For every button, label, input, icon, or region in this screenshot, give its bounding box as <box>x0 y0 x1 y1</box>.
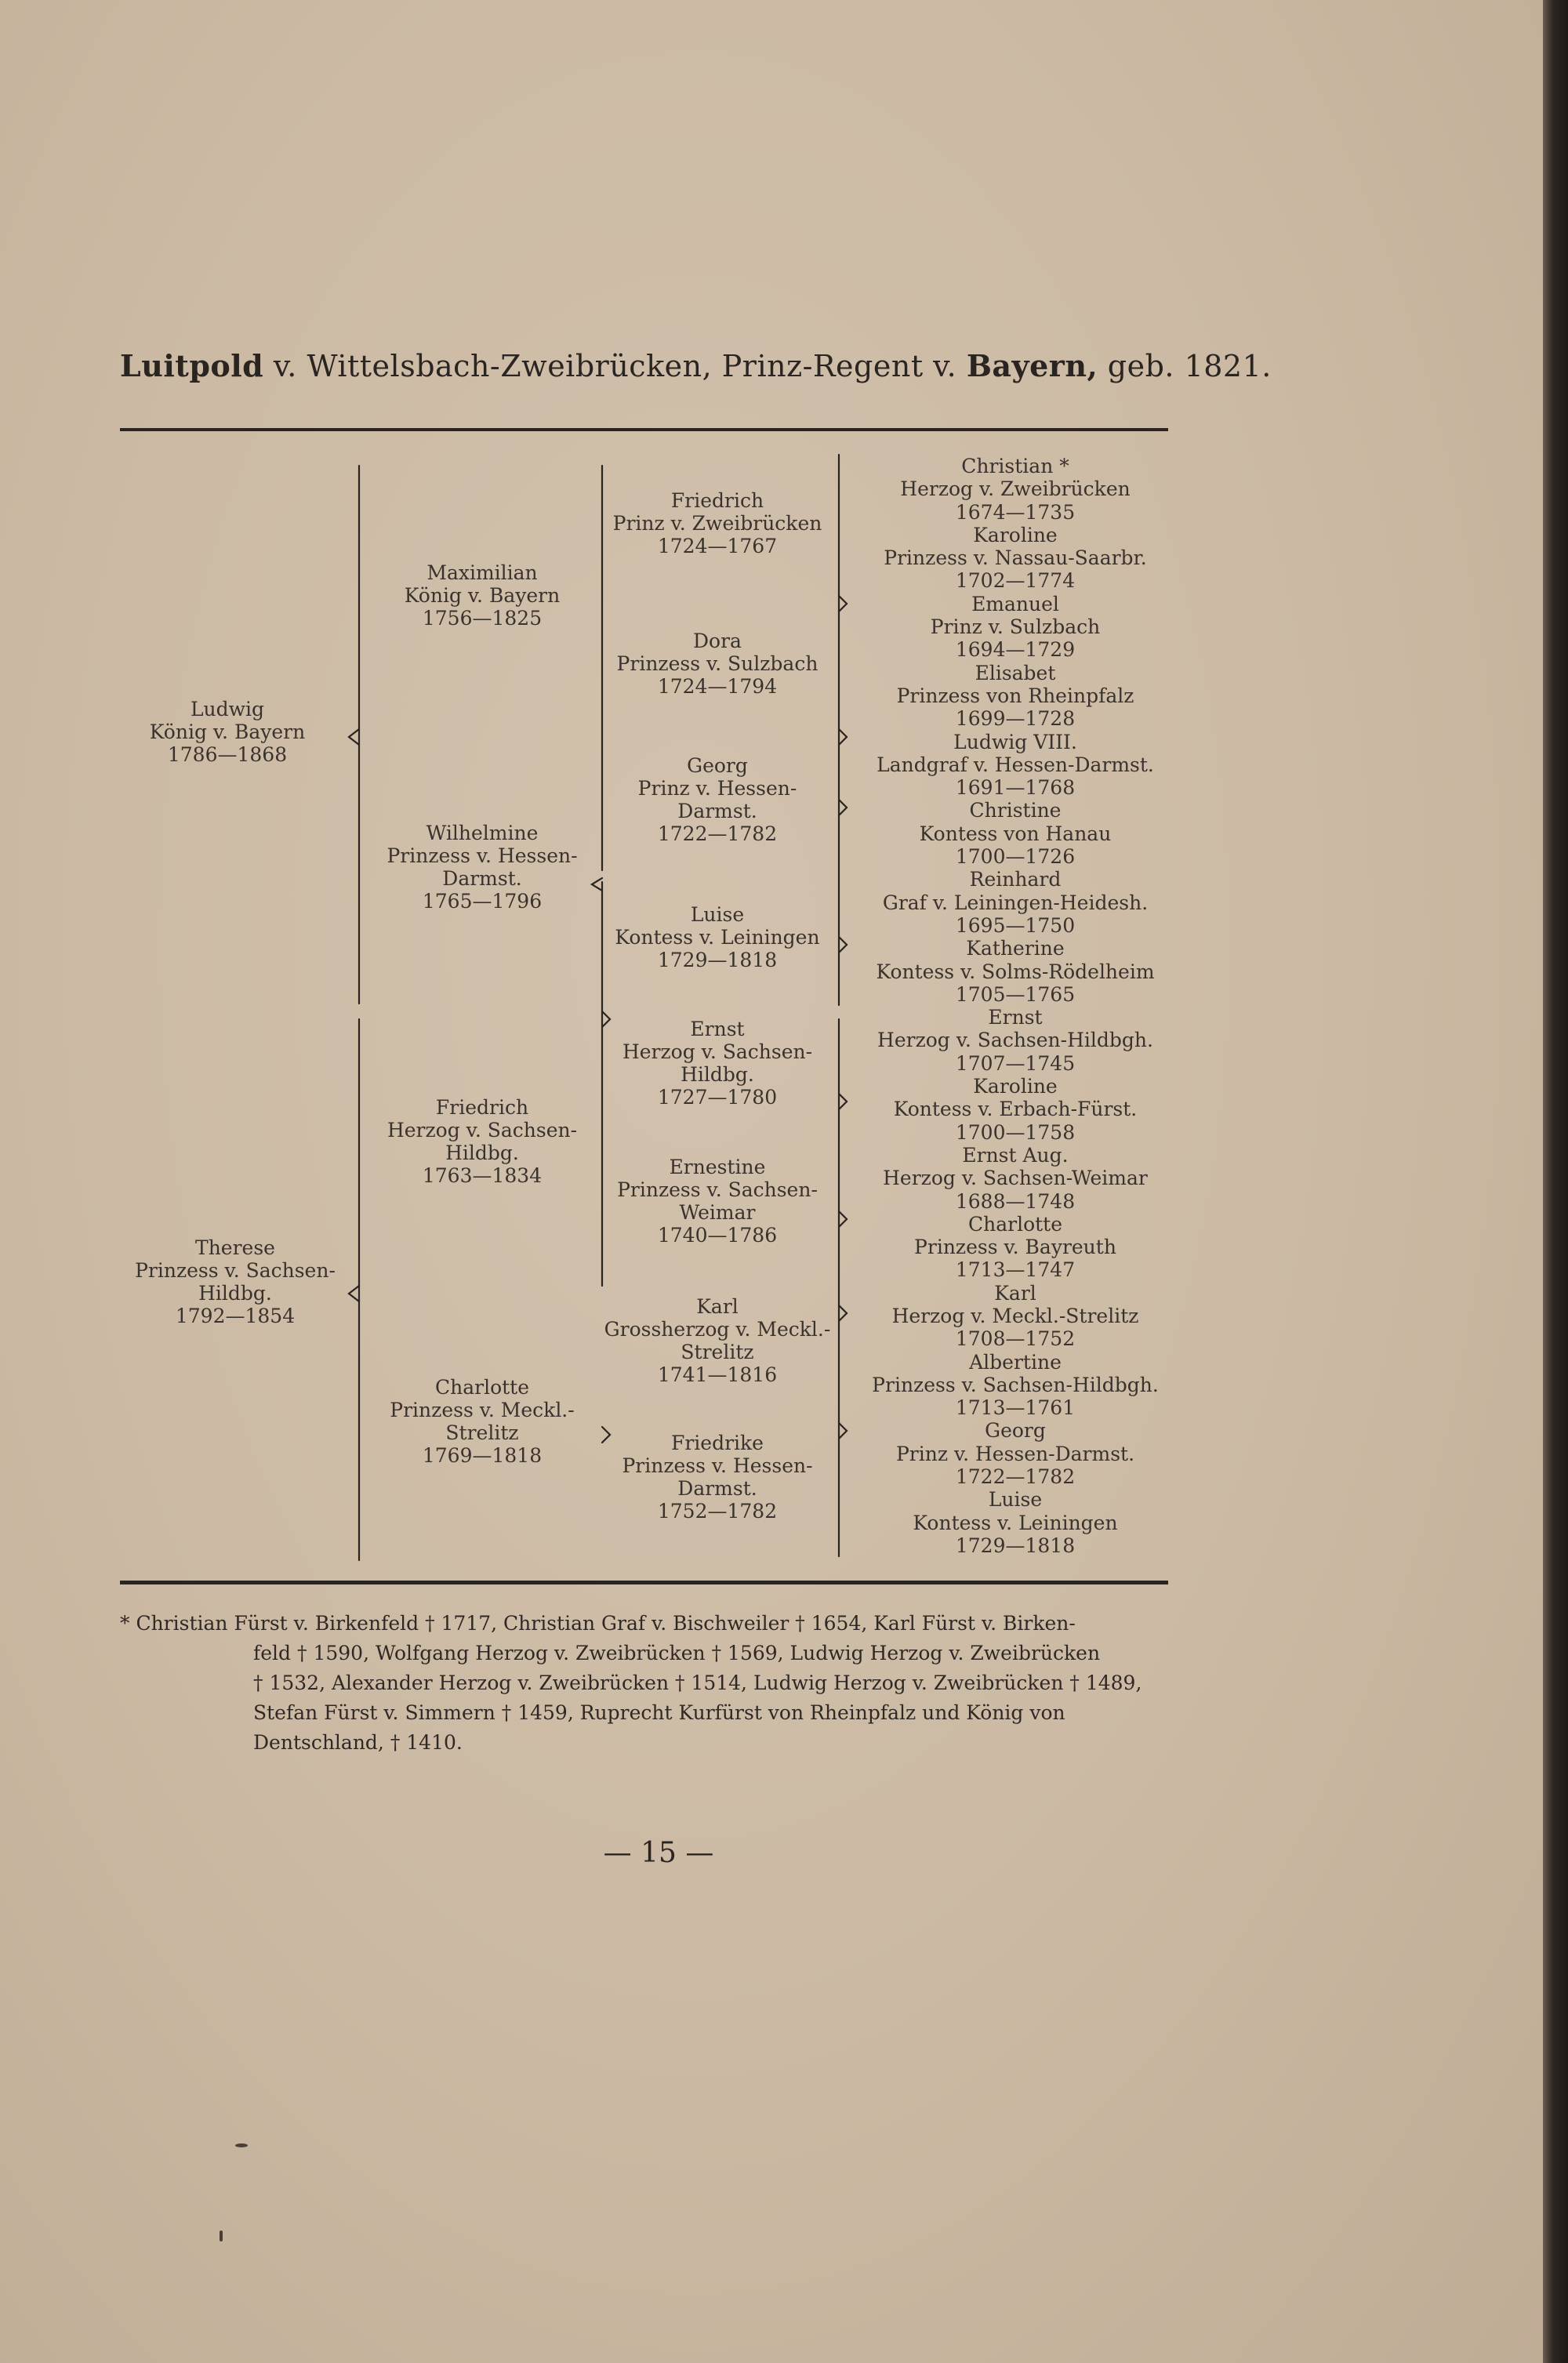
person-name: Charlotte <box>967 1212 1063 1236</box>
title-name: Luitpold <box>120 348 264 383</box>
person-title: Landgraf v. Hessen-Darmst. <box>877 753 1154 776</box>
person-title: Prinzess v. Meckl.- <box>390 1399 575 1421</box>
person-title: Prinz v. Hessen- <box>637 777 797 800</box>
person-dates: 1756—1825 <box>422 607 543 630</box>
person-title: Prinz v. Zweibrücken <box>612 512 822 535</box>
person-title: Herzog v. Sachsen-Hildbgh. <box>877 1029 1153 1052</box>
person-dates: 1700—1726 <box>955 845 1076 869</box>
person-title: Prinzess v. Sulzbach <box>616 652 818 675</box>
person-name: Karl <box>696 1295 739 1318</box>
person-name: Ernst Aug. <box>962 1143 1069 1167</box>
person-title: Kontess v. Erbach-Fürst. <box>893 1098 1138 1121</box>
person-title: Herzog v. Zweibrücken <box>900 477 1131 501</box>
person-name: Karoline <box>973 1075 1058 1098</box>
person-title-cont: Darmst. <box>677 1477 757 1500</box>
person-title-cont: Darmst. <box>677 800 757 822</box>
person-name: Luise <box>690 903 745 926</box>
person-therese <box>122 1236 349 1327</box>
ink-speck <box>235 2143 248 2147</box>
person-dates: 1708—1752 <box>955 1327 1076 1351</box>
person-dates: 1724—1794 <box>657 675 778 698</box>
person-title: Kontess v. Solms-Rödelheim <box>876 960 1155 983</box>
title-birth: geb. 1821. <box>1098 349 1272 383</box>
footnote-line: Stefan Fürst v. Simmern † 1459, Ruprecht Kurfürst von Rheinpfalz und König von <box>253 1701 1065 1724</box>
person-name: Ludwig VIII. <box>953 730 1077 753</box>
person-title: Prinzess v. Hessen- <box>622 1454 813 1477</box>
person-name: Therese <box>195 1236 275 1259</box>
person-name: Georg <box>985 1419 1046 1443</box>
person-dates: 1724—1767 <box>657 535 778 557</box>
person-name: Reinhard <box>969 868 1062 891</box>
person-title: Kontess v. Leiningen <box>615 926 820 949</box>
person-title: Prinz v. Sulzbach <box>930 615 1101 639</box>
person-name: Ludwig <box>190 698 265 721</box>
person-title: Prinzess v. Sachsen- <box>617 1178 818 1201</box>
person-dates: 1695—1750 <box>955 913 1076 937</box>
person-name: Albertine <box>969 1350 1062 1374</box>
person-title-cont: Strelitz <box>681 1341 754 1363</box>
person-name: Karl <box>994 1281 1036 1305</box>
person-title: Kontess von Hanau <box>919 822 1112 845</box>
person-dates: 1741—1816 <box>657 1363 778 1386</box>
person-dates: 1722—1782 <box>657 822 778 845</box>
person-name: Wilhelmine <box>426 822 539 844</box>
person-dates: 1713—1747 <box>955 1258 1076 1282</box>
person-name: Dora <box>693 630 742 652</box>
person-dates: 1694—1729 <box>955 638 1076 662</box>
person-title: Prinzess v. Sachsen- <box>135 1259 336 1282</box>
person-name: Friedrich <box>670 489 764 512</box>
person-name: Georg <box>687 754 748 777</box>
person-georg-hessen <box>604 754 831 845</box>
person-title-cont: Hildbg. <box>445 1142 519 1164</box>
person-dora <box>604 630 831 698</box>
person-name: Charlotte <box>434 1376 530 1399</box>
person-dates: 1702—1774 <box>955 569 1076 593</box>
footnote-line: feld † 1590, Wolfgang Herzog v. Zweibrücken † 1569, Ludwig Herzog v. Zweibrücken <box>253 1642 1101 1664</box>
person-title: Grossherzog v. Meckl.- <box>604 1318 831 1341</box>
person-dates: 1707—1745 <box>955 1051 1076 1075</box>
person-dates: 1729—1818 <box>657 949 778 971</box>
person-friedrich-zweibruecken <box>604 489 831 557</box>
person-dates: 1691—1768 <box>955 776 1076 800</box>
title-house: v. Wittelsbach-Zweibrücken, Prinz-Regent v. <box>263 349 967 383</box>
person-name: Ernst <box>988 1006 1043 1029</box>
person-dates: 1688—1748 <box>955 1189 1076 1213</box>
person-ludwig <box>125 698 329 766</box>
person-name: Emanuel <box>971 592 1059 615</box>
person-name: Luise <box>988 1488 1043 1512</box>
person-luise-leiningen <box>604 903 831 971</box>
person-title: Herzog v. Sachsen- <box>622 1040 813 1063</box>
person-name: Friedrike <box>671 1432 764 1454</box>
person-title: Prinz v. Hessen-Darmst. <box>895 1442 1135 1465</box>
person-dates: 1786—1868 <box>167 743 288 766</box>
person-title-cont: Hildbg. <box>681 1063 754 1086</box>
person-friedrich-hildbg <box>368 1096 596 1187</box>
person-name: Friedrich <box>435 1096 529 1119</box>
person-dates: 1705—1765 <box>955 982 1076 1006</box>
person-name: Elisabet <box>975 661 1056 684</box>
person-dates: 1722—1782 <box>955 1465 1076 1489</box>
person-name: Ernestine <box>669 1156 766 1178</box>
person-name: Maximilian <box>426 561 538 584</box>
person-title: Herzog v. Meckl.-Strelitz <box>891 1304 1139 1327</box>
footnote <box>120 1609 1168 1758</box>
person-name: Katherine <box>966 937 1065 960</box>
footnote-line: * Christian Fürst v. Birkenfeld † 1717, Christian Graf v. Bischweiler † 1654, Karl Fürst v. Birken- <box>120 1612 1076 1635</box>
person-karl-grossherzog <box>600 1295 835 1386</box>
person-wilhelmine <box>368 822 596 913</box>
title-country: Bayern, <box>966 348 1098 383</box>
footnote-line: Dentschland, † 1410. <box>253 1731 463 1754</box>
person-title: Prinzess v. Sachsen-Hildbgh. <box>872 1373 1159 1396</box>
person-title-cont: Darmst. <box>442 867 522 890</box>
person-title-cont: Strelitz <box>445 1421 519 1444</box>
person-title: Herzog v. Sachsen-Weimar <box>883 1167 1148 1190</box>
person-title: Prinzess v. Nassau-Saarbr. <box>884 546 1147 570</box>
person-title: Herzog v. Sachsen- <box>387 1119 578 1142</box>
person-name: Karoline <box>973 523 1058 546</box>
person-name: Ernst <box>690 1018 745 1040</box>
person-dates: 1674—1735 <box>955 500 1076 524</box>
person-title: Prinzess von Rheinpfalz <box>896 684 1134 707</box>
person-charlotte-strelitz <box>368 1376 596 1467</box>
generation-4-column <box>851 455 1180 1557</box>
person-title: König v. Bayern <box>149 721 306 743</box>
person-title: König v. Bayern <box>404 584 561 607</box>
person-title: Prinzess v. Hessen- <box>387 844 578 867</box>
person-dates: 1713—1761 <box>955 1396 1076 1420</box>
person-dates: 1752—1782 <box>657 1500 778 1523</box>
person-title-cont: Weimar <box>679 1201 756 1224</box>
person-ernst-hildbg <box>604 1018 831 1109</box>
ink-speck <box>220 2231 223 2241</box>
page-number: — 15 — <box>603 1837 714 1869</box>
person-title: Graf v. Leiningen-Heidesh. <box>882 891 1149 914</box>
person-dates: 1700—1758 <box>955 1120 1076 1144</box>
person-title: Prinzess v. Bayreuth <box>914 1236 1116 1259</box>
person-dates: 1740—1786 <box>657 1224 778 1247</box>
person-title-cont: Hildbg. <box>198 1282 272 1305</box>
person-maximilian <box>368 561 596 630</box>
person-name: Christine <box>969 799 1062 822</box>
person-dates: 1763—1834 <box>422 1164 543 1187</box>
person-friedrike <box>604 1432 831 1523</box>
person-dates: 1727—1780 <box>657 1086 778 1109</box>
person-dates: 1729—1818 <box>955 1534 1076 1557</box>
person-dates: 1769—1818 <box>422 1444 543 1467</box>
person-title: Kontess v. Leiningen <box>913 1511 1118 1534</box>
person-ernestine <box>604 1156 831 1247</box>
person-name: Christian * <box>961 455 1069 477</box>
person-dates: 1792—1854 <box>175 1305 296 1327</box>
footnote-line: † 1532, Alexander Herzog v. Zweibrücken † 1514, Ludwig Herzog v. Zweibrücken † 1489, <box>253 1672 1142 1694</box>
person-dates: 1765—1796 <box>422 890 543 913</box>
person-dates: 1699—1728 <box>955 707 1076 731</box>
